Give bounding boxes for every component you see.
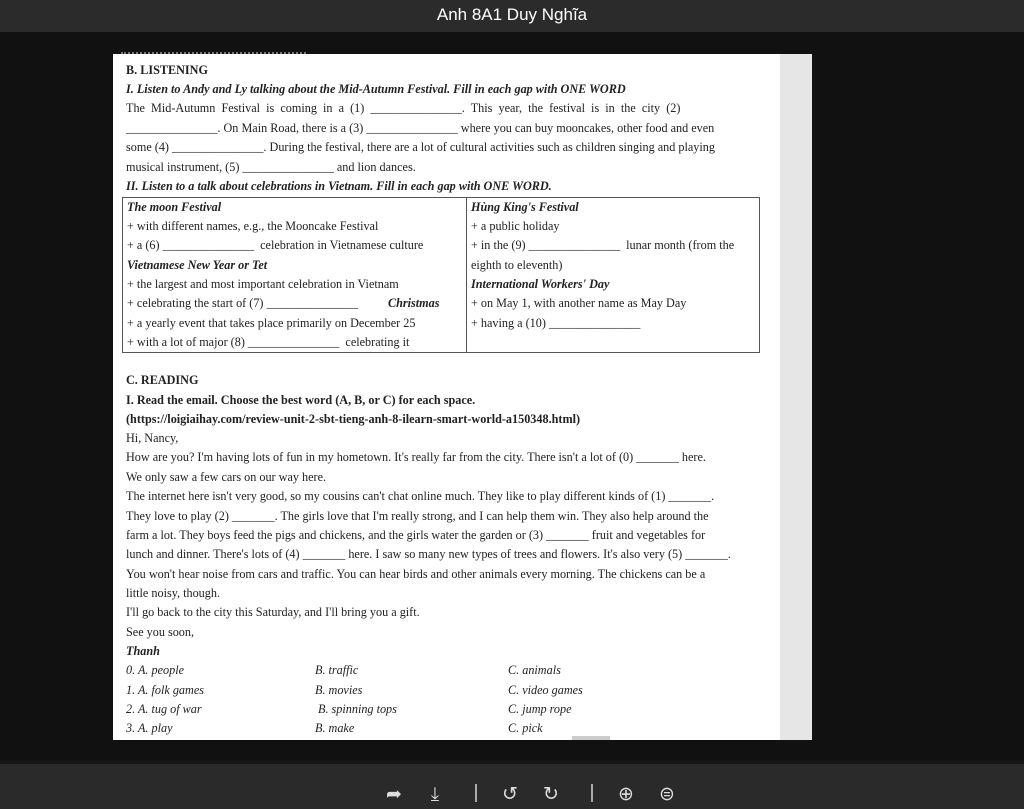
option-c: C. jump rope [508, 702, 572, 716]
text-line: musical instrument, (5) _______________ and lion dances. [126, 160, 416, 174]
toolbar-divider [475, 784, 477, 802]
table-cell-line: International Workers' Day [471, 277, 610, 291]
table-cell-emphasis: Christmas [388, 296, 440, 310]
reading-heading: C. READING [126, 373, 199, 387]
table-column-left [123, 198, 467, 352]
table-cell-line: + in the (9) _______________ lunar month (from the [471, 238, 735, 252]
table-cell-line: Vietnamese New Year or Tet [127, 258, 268, 272]
download-icon[interactable]: ⤓ [430, 783, 440, 805]
zoom-fit-icon[interactable]: ⊜ [659, 783, 675, 805]
page-gutter [780, 54, 812, 740]
cropped-text-line [121, 48, 306, 54]
table-cell-line: eighth to eleventh) [471, 258, 563, 272]
option-a: 1. A. folk games [126, 683, 204, 697]
listening-heading: B. LISTENING [126, 63, 208, 77]
option-a: 3. A. play [126, 721, 173, 735]
email-line: How are you? I'm having lots of fun in my hometown. It's really far from the city. There isn't a lot of (0) _______ here. [126, 450, 706, 464]
table-column-right [467, 198, 759, 352]
email-line: You won't hear noise from cars and traffic. You can hear birds and other animals every morning. The chickens can be a [126, 567, 706, 581]
table-cell-line: + a public holiday [471, 219, 560, 233]
listening-part1-title: I. Listen to Andy and Ly talking about the Mid-Autumn Festival. Fill in each gap with ONE WORD [126, 82, 626, 96]
rotate-left-icon[interactable]: ↺ [502, 783, 518, 805]
option-a: 2. A. tug of war [126, 702, 202, 716]
table-cell-line: Hùng King's Festival [471, 200, 579, 214]
table-cell-line: + a yearly event that takes place primarily on December 25 [127, 316, 416, 330]
table-cell-line: + with a lot of major (8) _______________ celebrating it [127, 335, 410, 349]
table-cell-line: + on May 1, with another name as May Day [471, 296, 687, 310]
table-cell-line [127, 295, 440, 311]
source-link: (https://loigiaihay.com/review-unit-2-sbt-tieng-anh-8-ilearn-smart-world-a150348.html) [126, 412, 581, 426]
table-cell-text: + celebrating the start of (7) _______________ [127, 296, 361, 310]
table-cell-line: + a (6) _______________ celebration in Vietnamese culture [127, 238, 424, 252]
text-line: _______________. On Main Road, there is a (3) _______________ where you can buy mooncakes, other food and even [126, 121, 715, 135]
option-b: B. spinning tops [318, 702, 397, 716]
option-b: B. make [315, 721, 355, 735]
share-icon[interactable]: ➦ [386, 783, 402, 805]
email-line: The internet here isn't very good, so my cousins can't chat online much. They like to play different kinds of (1) _______. [126, 489, 715, 503]
table-cell-line: + having a (10) _______________ [471, 316, 641, 330]
table-cell-line: The moon Festival [127, 200, 222, 214]
toolbar-divider [591, 784, 593, 802]
option-b: B. traffic [315, 663, 359, 677]
zoom-in-icon[interactable]: ⊕ [618, 783, 634, 805]
email-line: See you soon, [126, 625, 195, 639]
email-line: farm a lot. They boys feed the pigs and chickens, and the girls water the garden or (3) _______ fruit and vegetables for [126, 528, 706, 542]
window-title: Anh 8A1 Duy Nghĩa [0, 0, 1024, 32]
email-line: They love to play (2) _______. The girls love that I'm really strong, and I can help them win. They also help around the [126, 509, 709, 523]
text-line: some (4) _______________. During the festival, there are a lot of cultural activities such as children singing and playing [126, 140, 715, 154]
email-line: We only saw a few cars on our way here. [126, 470, 327, 484]
reading-part1-title: I. Read the email. Choose the best word (A, B, or C) for each space. [126, 393, 476, 407]
text-line: The Mid-Autumn Festival is coming in a (1) _______________. This year, the festival is in the city (2) [126, 101, 681, 115]
celebrations-table [122, 197, 760, 353]
option-c: C. animals [508, 663, 561, 677]
email-line: lunch and dinner. There's lots of (4) _______ here. I saw so many new types of trees and flowers. It's also very (5) _______. [126, 547, 731, 561]
email-signature: Thanh [126, 644, 160, 658]
email-line: little noisy, though. [126, 586, 221, 600]
viewer-toolbar [0, 760, 1024, 809]
document-page [113, 54, 780, 740]
listening-part2-title: II. Listen to a talk about celebrations in Vietnam. Fill in each gap with ONE WORD. [126, 179, 552, 193]
option-c: C. video games [508, 683, 583, 697]
email-line: Hi, Nancy, [126, 431, 179, 445]
option-a: 0. A. people [126, 663, 184, 677]
email-line: I'll go back to the city this Saturday, and I'll bring you a gift. [126, 605, 420, 619]
option-c: C. pick [508, 721, 543, 735]
rotate-right-icon[interactable]: ↻ [543, 783, 559, 805]
table-cell-line: + with different names, e.g., the Mooncake Festival [127, 219, 379, 233]
table-cell-line: + the largest and most important celebration in Vietnam [127, 277, 399, 291]
scrollbar-thumb[interactable] [572, 736, 610, 740]
option-b: B. movies [315, 683, 363, 697]
